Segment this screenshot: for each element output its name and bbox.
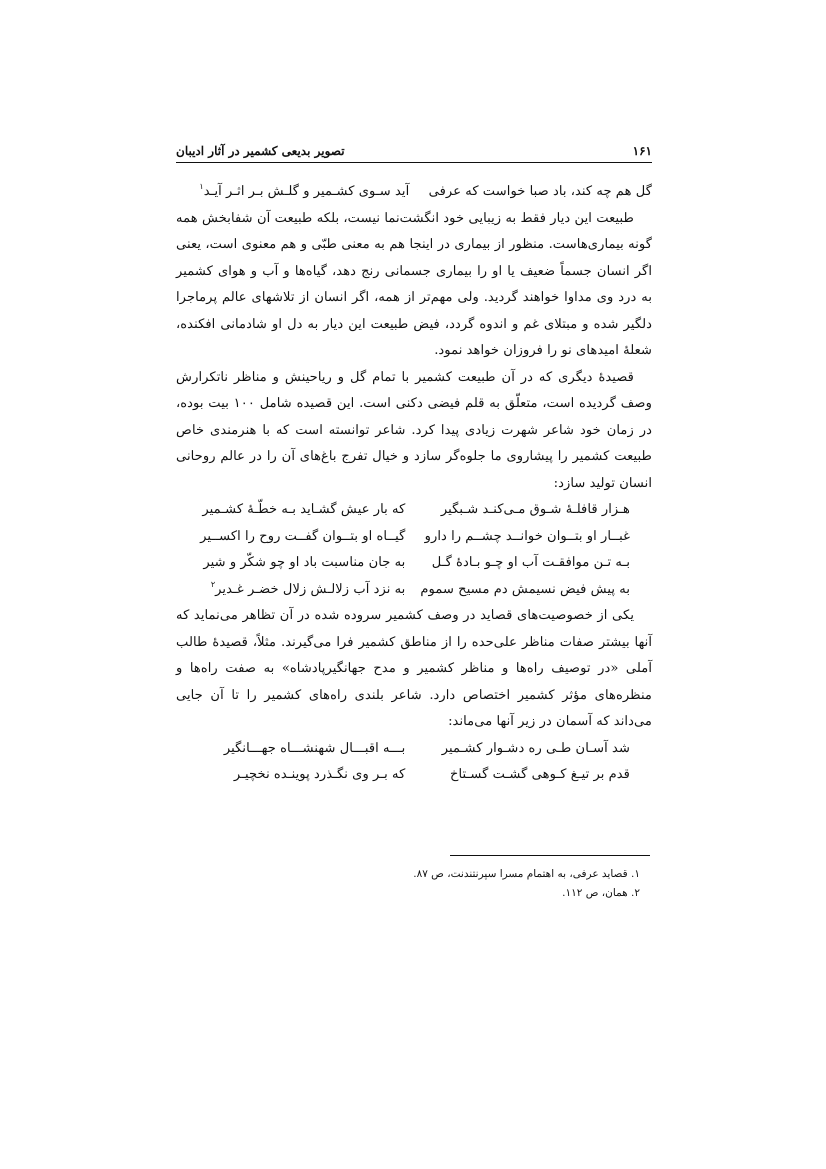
- footnote-divider: [450, 855, 650, 856]
- hemistich-second: به جان مناسبت باد او چو شکّر و شیر: [203, 555, 406, 570]
- verse-line: [176, 179, 652, 206]
- footnote-ref: ۲: [210, 579, 216, 589]
- opening-verse: [176, 179, 652, 206]
- hemistich-second: [176, 179, 409, 206]
- hemistich-first: قدم بر تیـغ کـوهی گشـت گسـتاخ: [449, 767, 630, 782]
- running-head: [176, 140, 652, 163]
- hemistich-first: گل هم چه کند، باد صبا خواست که عرفی: [428, 184, 652, 199]
- hemistich-second: [198, 577, 405, 604]
- paragraph: یکی از خصوصیت‌های قصاید در وصف کشمیر سروده شده در آن تظاهر می‌نماید که آنها بیشتر صفات مناظر علی‌حده را از مناطق کشمیر فرا می‌گیرند. مثلاً، قصیدهٔ طالب آملی «در توصیف راه‌ها و مناظر کشمیر و مدح جهانگیرپادشاه» به صفت راه‌ها و منظره‌های مؤثر کشمیر اختصاص دارد. شاعر بلندی راه‌های کشمیر را تا آن جایی می‌داند که آسمان در زیر آنها می‌ماند:: [176, 608, 652, 729]
- footnote: ۱. قصاید عرفی، به اهتمام مسرا سپرنتندنت، ص ۸۷.: [413, 868, 640, 880]
- verse-line: [198, 524, 630, 551]
- page: [176, 140, 652, 789]
- footnote: ۲. همان، ص ۱۱۲.: [562, 887, 640, 899]
- running-title: تصویر بدیعی کشمیر در آثار ادیبان: [176, 144, 345, 158]
- paragraph: طبیعت این دیار فقط به زیبایی خود انگشت‌نما نیست، بلکه طبیعت آن شفابخش همه گونه بیماری‌هاست. منظور از بیماری در اینجا هم به معنی طبّی و هم معنوی است، یعنی اگر انسان جسماً ضعیف یا او را بیماری جسمانی رنج دهد، گیاه‌ها و آب و هوای کشمیر به درد وی مداوا خواهند گردید. ولی مهم‌تر از همه، اگر انسان از تلاشهای عالم پرماجرا دلگیر شده و مبتلای غم و اندوه گردد، فیض طبیعت این دیار به دل او شادمانی افکنده، شعلهٔ امیدهای نو را فروزان خواهد نمود.: [176, 210, 652, 358]
- hemistich-first: بـه تـن موافقـت آب او چـو بـادهٔ گـل: [431, 555, 630, 570]
- hemistich-text: آید سـوی کشـمیر و گلـش بـر اثـر آیـد: [203, 184, 410, 199]
- hemistich-first: غبــار او بتــوان خوانــد چشــم را دارو: [424, 528, 630, 544]
- paragraph: قصیدهٔ دیگری که در آن طبیعت کشمیر با تمام گل و ریاحینش و مناظر ناتکرارش وصف گردیده است، متعلّق به قلم فیضی دکنی است. این قصیده شامل ۱۰۰ بیت بوده، در زمان خود شاعر شهرت زیادی پیدا کرد. شاعر توانسته است که با هنرمندی خاص طبیعت کشمیر را پیشاروی ما جلوه‌گر سازد و خیال تفرج باغ‌های آن را در عالم روحانی انسان تولید سازد:: [176, 369, 652, 491]
- hemistich-first: شد آسـان طـی ره دشـوار کشـمیر: [441, 740, 630, 756]
- verse-line: [198, 550, 630, 577]
- verse-line: [198, 497, 630, 524]
- verse-line: [198, 762, 630, 789]
- page-number: ۱۶۱: [632, 144, 652, 158]
- talib-verses: [176, 736, 652, 789]
- hemistich-second: بـــه اقبـــال شهنشـــاه جهـــانگیر: [223, 740, 406, 756]
- hemistich-first: به پیش فیض نسیمش دم مسیح سموم: [420, 581, 630, 597]
- main-text: [176, 179, 652, 789]
- verse-line: [198, 736, 630, 763]
- hemistich-first: هـزار قافلـهٔ شـوق مـی‌کنـد شـبگیر: [440, 502, 630, 517]
- verse-line: [198, 577, 630, 604]
- hemistich-second: که بار عیش گشـاید بـه خطّـهٔ کشـمیر: [202, 502, 406, 517]
- hemistich-second: که بـر وی نگـذرد پوینـده نخچیـر: [233, 767, 406, 782]
- footnote-ref: ۱: [199, 182, 204, 191]
- footnotes: [176, 865, 650, 903]
- hemistich-second: گیــاه او بتــوان گفــت روح را اکســیر: [200, 528, 406, 544]
- faizi-verses: [176, 497, 652, 603]
- hemistich-text: به نزد آب زلالـش زلال خضـر غـدیر: [215, 581, 406, 597]
